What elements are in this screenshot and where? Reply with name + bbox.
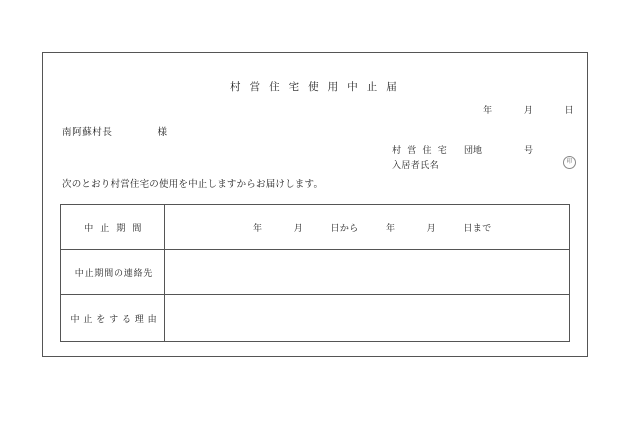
row-label-contact: 中止期間の連絡先 [61, 250, 165, 295]
table-row [61, 250, 570, 295]
applicant-name-row [392, 158, 449, 173]
housing-label: 村 営 住 宅 [392, 145, 449, 155]
row-label-reason: 中 止 を す る 理 由 [61, 295, 165, 342]
table-row [61, 295, 570, 342]
document-title: 村 営 住 宅 使 用 中 止 届 [230, 82, 400, 93]
addressee-honorific: 様 [157, 128, 168, 138]
date-day-label: 日 [564, 105, 574, 115]
gou-label: 号 [524, 145, 534, 155]
period-day-from: 日から [330, 222, 359, 233]
row-value-period[interactable] [165, 205, 570, 250]
date-year-label: 年 [483, 105, 493, 115]
period-year1: 年 [253, 222, 263, 233]
row-value-reason[interactable] [165, 295, 570, 342]
row-label-period: 中 止 期 間 [61, 205, 165, 250]
statement-text: 次のとおり村営住宅の使用を中止しますからお届けします。 [62, 180, 324, 190]
applicant-block [392, 143, 573, 173]
applicant-housing-row [392, 143, 534, 158]
addressee-name: 南阿蘇村長 [62, 128, 113, 138]
period-day-to: 日まで [463, 222, 492, 233]
period-year2: 年 [385, 222, 396, 233]
addressee [62, 124, 168, 138]
date-line [483, 103, 574, 116]
period-line [175, 221, 569, 234]
period-month1: 月 [293, 222, 304, 233]
date-month-label: 月 [523, 105, 534, 115]
period-month2: 月 [426, 222, 437, 233]
danchi-label: 団地 [464, 145, 483, 155]
table-row [61, 205, 570, 250]
details-table [60, 204, 570, 342]
row-value-contact[interactable] [165, 250, 570, 295]
resident-name-label: 入居者氏名 [392, 160, 440, 170]
seal-icon: 印 [563, 156, 576, 169]
